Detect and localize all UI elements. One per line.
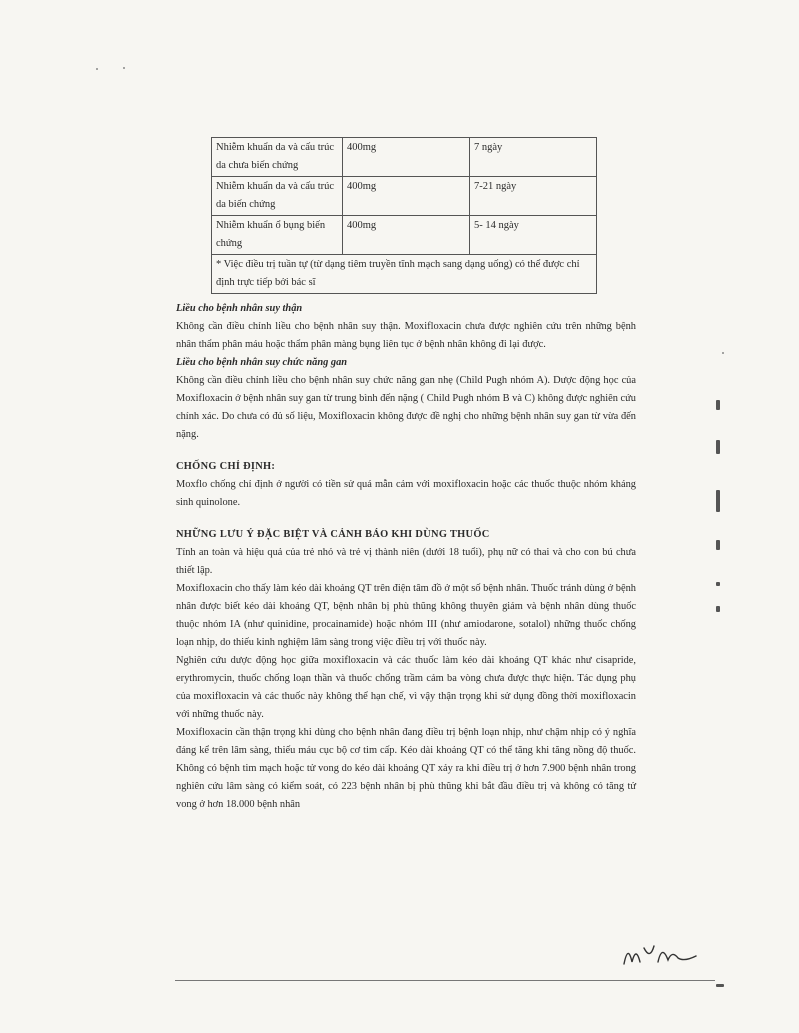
- renal-dosing-heading: Liều cho bệnh nhân suy thận: [176, 303, 303, 314]
- scan-edge-mark: [716, 582, 720, 586]
- scan-edge-mark: [716, 606, 720, 612]
- table-row: [212, 138, 597, 177]
- scan-edge-mark: [716, 400, 720, 410]
- dosage-table: [211, 137, 597, 294]
- duration-cell: 7-21 ngày: [470, 177, 597, 216]
- handwritten-signature: [620, 940, 700, 975]
- duration-cell: 7 ngày: [470, 138, 597, 177]
- table-footnote: * Việc điều trị tuần tự (từ dạng tiêm truyền tĩnh mạch sang dạng uống) có thể được chỉ định trực tiếp bởi bác sĩ: [212, 255, 597, 294]
- indication-cell: Nhiễm khuẩn da và cấu trúc da chưa biến chứng: [212, 138, 343, 177]
- document-body: [176, 300, 636, 814]
- table-row: [212, 216, 597, 255]
- hepatic-dosing-text: Không cần điều chỉnh liều cho bệnh nhân suy chức năng gan nhẹ (Child Pugh nhóm A). Dược động học của Moxifloxacin ở bệnh nhân suy gan từ trung bình đến nặng ( Child Pugh nhóm B và C) không được nghiên cứu chính xác. Do chưa có đủ số liệu, Moxifloxacin không được đề nghị cho những bệnh nhân suy gan từ vừa đến nặng.: [176, 375, 636, 440]
- dose-cell: 400mg: [343, 138, 470, 177]
- scan-edge-mark: [716, 490, 720, 512]
- indication-cell: Nhiễm khuẩn da và cấu trúc da biến chứng: [212, 177, 343, 216]
- duration-cell: 5- 14 ngày: [470, 216, 597, 255]
- scan-speck: [96, 68, 98, 70]
- table-footnote-row: [212, 255, 597, 294]
- scan-edge-mark: [716, 440, 720, 454]
- hepatic-dosing-heading: Liều cho bệnh nhân suy chức năng gan: [176, 357, 348, 368]
- scan-edge-mark: [716, 540, 720, 550]
- signature-icon: [620, 940, 700, 970]
- warnings-heading: NHỮNG LƯU Ý ĐẶC BIỆT VÀ CẢNH BÁO KHI DÙNG THUỐC: [176, 529, 490, 540]
- scan-speck: [722, 352, 724, 354]
- dose-cell: 400mg: [343, 216, 470, 255]
- contraindications-heading: CHỐNG CHỈ ĐỊNH:: [176, 461, 276, 472]
- warnings-paragraph: Moxifloxacin cần thận trọng khi dùng cho bệnh nhân đang điều trị bệnh loạn nhịp, như chậm nhịp có ý nghĩa đáng kể trên lâm sàng, thiếu máu cục bộ cơ tim cấp. Kéo dài khoảng QT có thể tăng khi tăng nồng độ thuốc. Không có bệnh tim mạch hoặc tử vong do kéo dài khoảng QT xảy ra khi điều trị ở hơn 7.900 bệnh nhân trong nghiên cứu lâm sàng có kiểm soát, có 223 bệnh nhân bị phù thũng khi bắt đầu điều trị và không có tăng tử vong ở hơn 18.000 bệnh nhân: [176, 727, 636, 810]
- dose-cell: 400mg: [343, 177, 470, 216]
- warnings-paragraph: Moxifloxacin cho thấy làm kéo dài khoảng QT trên điện tâm đồ ở một số bệnh nhân. Thuốc tránh dùng ở bệnh nhân được biết kéo dài khoảng QT, bệnh nhân bị phù thũng không thuyên giảm và bệnh nhân dùng thuốc thuộc nhóm IA (như quinidine, procainamide) hoặc nhóm III (như amiodarone, sotalol) những thuốc chống loạn nhịp, do thiếu kinh nghiệm lâm sàng trong việc điều trị với thuốc này.: [176, 583, 636, 648]
- renal-dosing-text: Không cần điều chỉnh liều cho bệnh nhân suy thận. Moxifloxacin chưa được nghiên cứu trên những bệnh nhân thẩm phân máu hoặc thẩm phân màng bụng liên tục ở bệnh nhân không đi lại được.: [176, 321, 636, 350]
- warnings-paragraph: Tính an toàn và hiệu quả của trẻ nhỏ và trẻ vị thành niên (dưới 18 tuổi), phụ nữ có thai và cho con bú chưa thiết lập.: [176, 547, 636, 576]
- scan-edge-mark: [716, 984, 724, 987]
- footer-rule: [175, 980, 715, 981]
- warnings-paragraph: Nghiên cứu dược động học giữa moxifloxacin và các thuốc làm kéo dài khoảng QT khác như cisapride, erythromycin, thuốc chống loạn thần và thuốc chống trầm cảm ba vòng chưa được thực hiện. Tác dụng phụ của moxifloxacin và các thuốc này không thể hạn chế, vì vậy thận trọng khi sử dụng đồng thời moxifloxacin với những thuốc này.: [176, 655, 636, 720]
- indication-cell: Nhiễm khuẩn ổ bụng biến chứng: [212, 216, 343, 255]
- contraindications-text: Moxflo chống chỉ định ở người có tiền sử quá mẫn cảm với moxifloxacin hoặc các thuốc thuộc nhóm kháng sinh quinolone.: [176, 479, 636, 508]
- scan-speck: [123, 67, 125, 69]
- table-row: [212, 177, 597, 216]
